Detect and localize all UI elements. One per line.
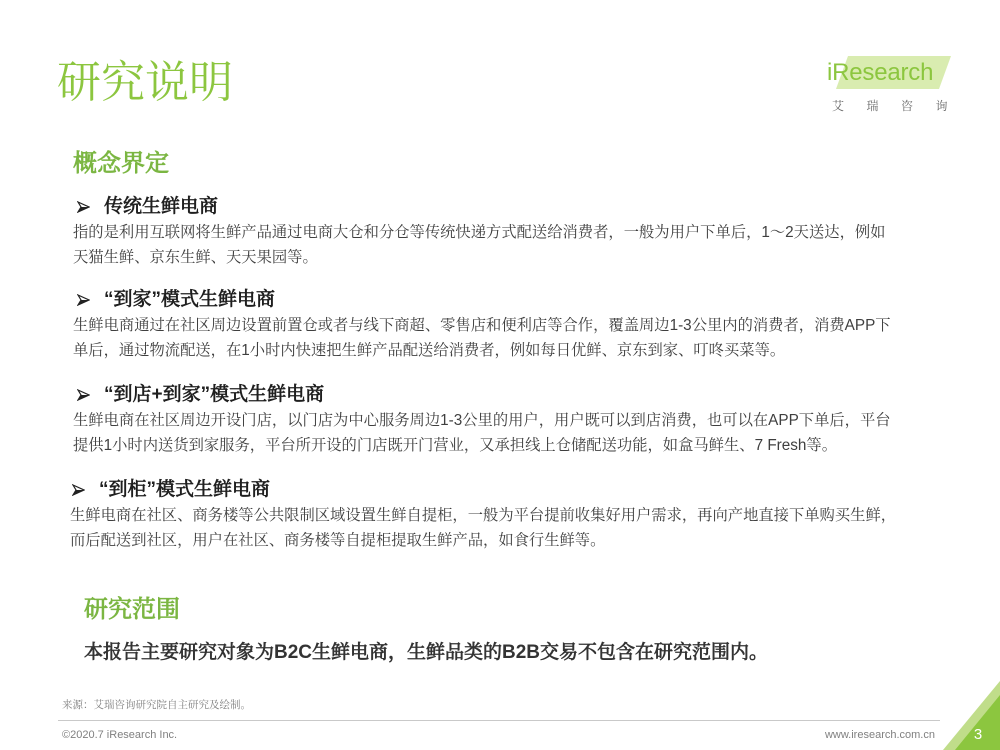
scope-statement: 本报告主要研究对象为B2C生鲜电商，生鲜品类的B2B交易不包含在研究范围内。 xyxy=(84,642,769,663)
description-line: 生鲜电商在社区、商务楼等公共限制区域设置生鲜自提柜，一般为平台提前收集好用户需求，再向产地直接下单购买生鲜， xyxy=(70,507,897,524)
description-line: 而后配送到社区，用户在社区、商务楼等自提柜提取生鲜产品，如食行生鲜等。 xyxy=(70,532,606,549)
arrowhead-bullet-icon xyxy=(77,201,90,213)
description-line: 指的是利用互联网将生鲜产品通过电商大仓和分仓等传统快递方式配送给消费者，一般为用户下单后，1～2天送达，例如 xyxy=(73,224,886,241)
copyright-text: ©2020.7 iResearch Inc. xyxy=(62,729,178,741)
concept-description xyxy=(70,503,896,553)
concept-title: “到家”模式生鲜电商 xyxy=(104,289,276,310)
concept-title: “到柜”模式生鲜电商 xyxy=(99,479,271,500)
concept-description xyxy=(73,220,885,270)
page-number: 3 xyxy=(973,726,983,743)
logo-wordmark: iResearch xyxy=(827,59,934,86)
concept-item xyxy=(73,288,913,363)
concept-description xyxy=(73,408,891,458)
concept-title: “到店+到家”模式生鲜电商 xyxy=(104,384,325,405)
arrowhead-bullet-icon xyxy=(77,294,90,306)
arrowhead-bullet-icon xyxy=(72,484,85,496)
page-title: 研究说明 xyxy=(57,58,233,107)
section-heading-scope: 研究范围 xyxy=(84,596,180,623)
website-url: www.iresearch.com.cn xyxy=(824,729,935,741)
description-line: 提供1小时内送货到家服务，平台所开设的门店既开门营业，又承担线上仓储配送功能，如盒马鲜生、7 Fresh等。 xyxy=(73,437,838,454)
logo-subtitle: 艾瑞咨询 xyxy=(832,99,971,113)
description-line: 天猫生鲜、京东生鲜、天天果园等。 xyxy=(73,249,318,266)
concept-description xyxy=(73,313,891,363)
concept-item xyxy=(70,478,910,553)
concept-item xyxy=(73,195,913,270)
concept-item xyxy=(73,383,913,458)
footer-divider xyxy=(58,720,940,721)
description-line: 生鲜电商在社区周边开设门店，以门店为中心服务周边1-3公里的用户，用户既可以到店消费，也可以在APP下单后，平台 xyxy=(73,412,891,429)
section-heading-concepts: 概念界定 xyxy=(73,150,169,177)
concept-title: 传统生鲜电商 xyxy=(104,196,219,217)
source-note: 来源：艾瑞咨询研究院自主研究及绘制。 xyxy=(62,699,251,711)
iresearch-logo xyxy=(822,50,972,116)
arrowhead-bullet-icon xyxy=(77,389,90,401)
description-line: 生鲜电商通过在社区周边设置前置仓或者与线下商超、零售店和便利店等合作，覆盖周边1-3公里内的消费者，消费APP下 xyxy=(73,317,891,334)
description-line: 单后，通过物流配送，在1小时内快速把生鲜产品配送给消费者，例如每日优鲜、京东到家、叮咚买菜等。 xyxy=(73,342,786,359)
